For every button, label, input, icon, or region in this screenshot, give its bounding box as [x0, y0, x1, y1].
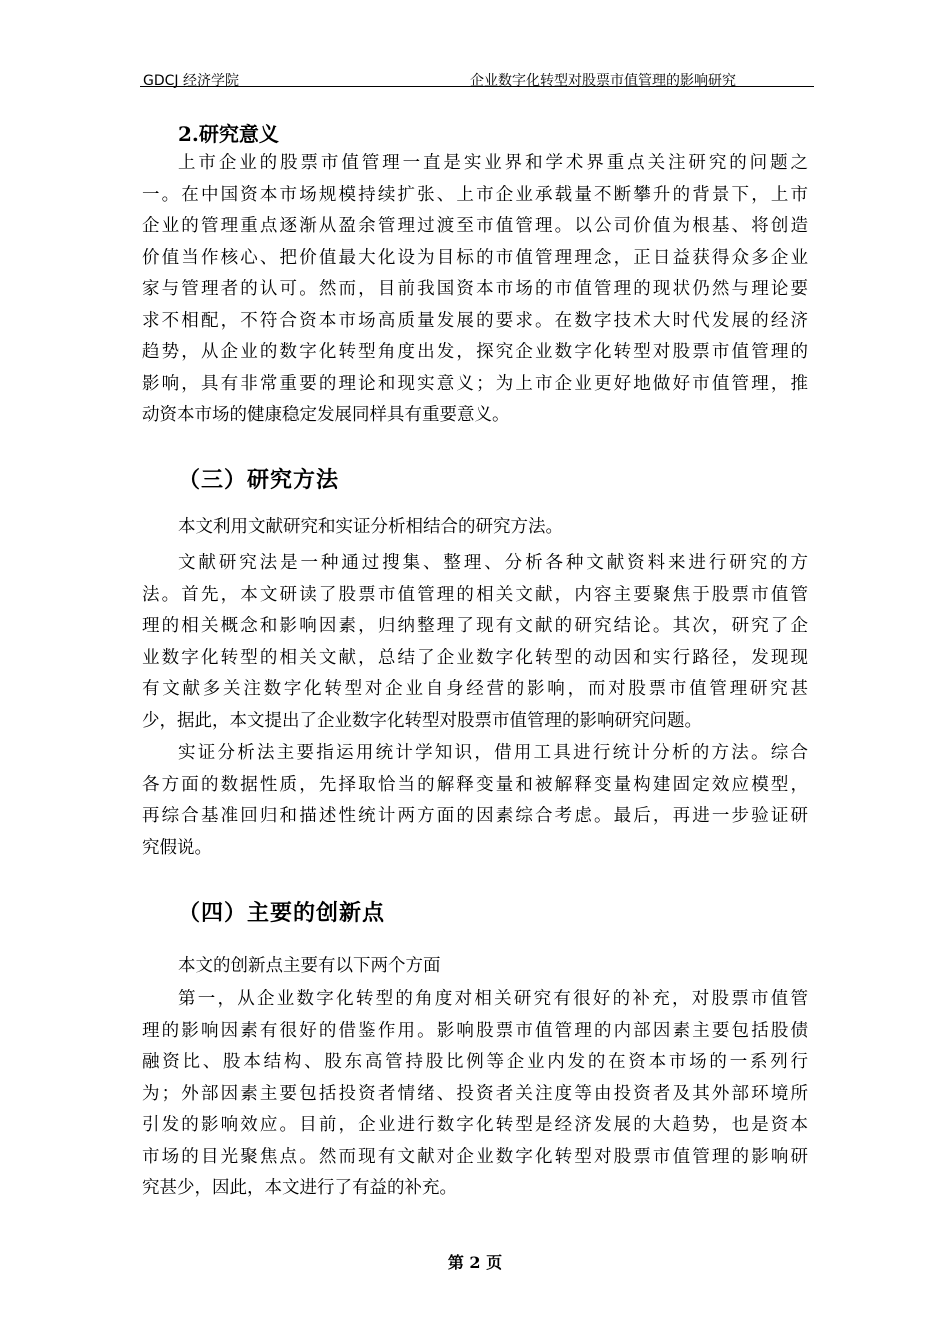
- text-line: 为；外部因素主要包括投资者情绪、投资者关注度等由投资者及其外部环境所: [142, 1083, 808, 1104]
- text-line: 法。首先，本文研读了股票市值管理的相关文献，内容主要聚焦于股票市值管: [142, 584, 808, 605]
- text-line: 上市企业的股票市值管理一直是实业界和学术界重点关注研究的问题之: [178, 153, 808, 173]
- text-line: 家与管理者的认可。然而，目前我国资本市场的市值管理的现状仍然与理论要: [142, 279, 808, 299]
- header-institution: GDCJ 经济学院: [143, 73, 239, 89]
- paragraph-methods-intro: [142, 512, 808, 544]
- text-line: 再综合基准回归和描述性统计两方面的因素综合考虑。最后，再进一步验证研: [142, 806, 808, 826]
- page-number: 第 2 页: [447, 1253, 503, 1272]
- text-line: 融资比、股本结构、股东高管持股比例等企业内发的在资本市场的一系列行: [142, 1052, 808, 1072]
- text-line: 趋势，从企业的数字化转型角度出发，探究企业数字化转型对股票市值管理的: [142, 342, 808, 362]
- heading-innovations: （四）主要的创新点: [178, 901, 386, 926]
- heading-research-methods: （三）研究方法: [178, 468, 340, 493]
- heading-research-significance: 2.研究意义: [178, 122, 279, 146]
- text-line: 第一，从企业数字化转型的角度对相关研究有很好的补充，对股票市值管: [178, 989, 808, 1009]
- text-line: 少，据此，本文提出了企业数字化转型对股票市值管理的影响研究问题。: [142, 710, 702, 731]
- paragraph-empirical-method: [142, 738, 808, 864]
- text-line: 业数字化转型的相关文献，总结了企业数字化转型的动因和实行路径，发现现: [142, 647, 808, 668]
- text-line: 实证分析法主要指运用统计学知识，借用工具进行统计分析的方法。综合: [178, 743, 808, 763]
- text-line: 求不相配，不符合资本市场高质量发展的要求。在数字技术大时代发展的经济: [142, 310, 808, 331]
- paragraph-innovations-intro: [142, 951, 808, 983]
- header-divider: [140, 86, 814, 87]
- text-line: 理的影响因素有很好的借鉴作用。影响股票市值管理的内部因素主要包括股债: [142, 1020, 808, 1041]
- text-line: 动资本市场的健康稳定发展同样具有重要意义。: [142, 405, 510, 425]
- text-line: 本文利用文献研究和实证分析相结合的研究方法。: [178, 517, 563, 537]
- text-line: 有文献多关注数字化转型对企业自身经营的影响，而对股票市值管理研究甚: [142, 679, 808, 699]
- text-line: 究假说。: [142, 837, 212, 858]
- text-line: 市场的目光聚焦点。然而现有文献对企业数字化转型对股票市值管理的影响研: [142, 1146, 808, 1167]
- text-line: 价值当作核心、把价值最大化设为目标的市值管理理念，正日益获得众多企业: [142, 247, 808, 268]
- text-line: 各方面的数据性质，先择取恰当的解释变量和被解释变量构建固定效应模型，: [142, 774, 808, 795]
- text-line: 一。在中国资本市场规模持续扩张、上市企业承载量不断攀升的背景下，上市: [142, 184, 808, 205]
- paragraph-significance: [142, 148, 808, 432]
- paragraph-innovation-first: [142, 984, 808, 1205]
- text-line: 引发的影响效应。目前，企业进行数字化转型是经济发展的大趋势，也是资本: [142, 1115, 808, 1135]
- header-title: 企业数字化转型对股票市值管理的影响研究: [470, 73, 736, 89]
- text-line: 企业的管理重点逐渐从盈余管理过渡至市值管理。以公司价值为根基、将创造: [142, 216, 808, 236]
- text-line: 文献研究法是一种通过搜集、整理、分析各种文献资料来进行研究的方: [178, 553, 808, 573]
- paragraph-literature-method: [142, 548, 808, 737]
- text-line: 理的相关概念和影响因素，归纳整理了现有文献的研究结论。其次，研究了企: [142, 616, 808, 636]
- text-line: 究甚少，因此，本文进行了有益的补充。: [142, 1178, 457, 1198]
- text-line: 影响，具有非常重要的理论和现实意义；为上市企业更好地做好市值管理，推: [142, 373, 808, 394]
- text-line: 本文的创新点主要有以下两个方面: [178, 956, 441, 976]
